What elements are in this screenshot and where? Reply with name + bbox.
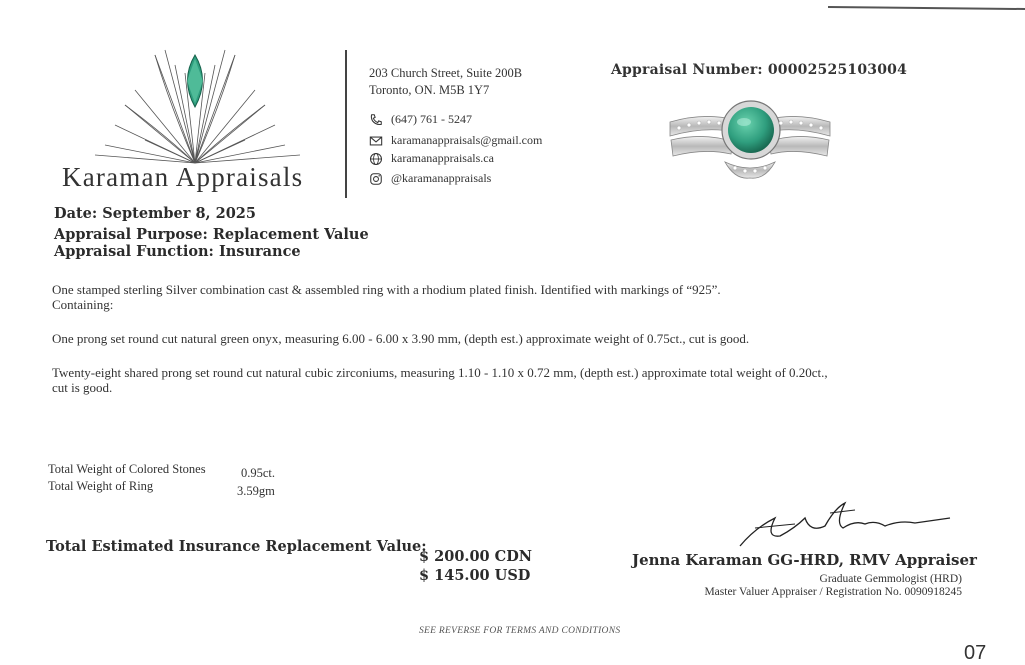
website-text: karamanappraisals.ca (391, 151, 494, 165)
contact-phone (369, 112, 472, 127)
colored-stones-weight-label: Total Weight of Colored Stones (48, 462, 206, 476)
globe-icon (369, 152, 383, 166)
email-text: karamanappraisals@gmail.com (391, 133, 543, 147)
valuation-cdn: $ 200.00 CDN (419, 548, 533, 565)
ring-weight-value: 3.59gm (237, 484, 275, 498)
appraisal-function: Appraisal Function: Insurance (54, 243, 301, 260)
colored-stones-weight-value: 0.95ct. (241, 466, 276, 480)
description-line-2: Containing: (52, 297, 114, 312)
instagram-icon (369, 172, 383, 186)
terms-note: SEE REVERSE FOR TERMS AND CONDITIONS (419, 626, 621, 636)
valuation-label: Total Estimated Insurance Replacement Value: (46, 538, 427, 555)
appraisal-number: Appraisal Number: 00002525103004 (611, 62, 908, 78)
contact-website (369, 151, 494, 166)
scan-edge-line (828, 6, 1025, 10)
description-line-1: One stamped sterling Silver combination cast & assembled ring with a rhodium plated finish. Identified with markings of “925”. (52, 282, 721, 297)
contact-instagram (369, 171, 491, 186)
logo-lotus-icon (95, 45, 305, 170)
address-line-1: 203 Church Street, Suite 200B (369, 66, 523, 80)
phone-text: (647) 761 - 5247 (391, 112, 472, 126)
company-name: Karaman Appraisals (62, 162, 304, 192)
instagram-text: @karamanappraisals (391, 171, 492, 185)
email-icon (369, 134, 383, 148)
address-line-2: Toronto, ON. M5B 1Y7 (369, 83, 490, 97)
description-stone-2-line-1: Twenty-eight shared prong set round cut natural cubic zirconiums, measuring 1.10 - 1.10 x 0.72 mm, (depth est.) approximate total weight of 0.20ct., (52, 365, 828, 380)
appraisal-date: Date: September 8, 2025 (54, 205, 256, 222)
contact-email (369, 133, 542, 148)
appraisal-purpose: Appraisal Purpose: Replacement Value (54, 226, 369, 243)
ring-photo-icon (665, 92, 835, 180)
valuation-usd: $ 145.00 USD (419, 567, 531, 584)
description-stone-2-line-2: cut is good. (52, 380, 113, 395)
page-number: 07 (964, 642, 987, 664)
appraiser-name: Jenna Karaman GG-HRD, RMV Appraiser (632, 551, 977, 569)
ring-weight-label: Total Weight of Ring (48, 479, 154, 493)
phone-icon (369, 113, 383, 127)
appraiser-title-2: Master Valuer Appraiser / Registration No. 0090918245 (704, 586, 962, 598)
description-stone-1: One prong set round cut natural green onyx, measuring 6.00 - 6.00 x 3.90 mm, (depth est.) approximate weight of 0.75ct., cut is good. (52, 331, 750, 346)
appraiser-title-1: Graduate Gemmologist (HRD) (819, 573, 962, 585)
header-divider (345, 50, 347, 198)
signature-icon (735, 498, 955, 553)
